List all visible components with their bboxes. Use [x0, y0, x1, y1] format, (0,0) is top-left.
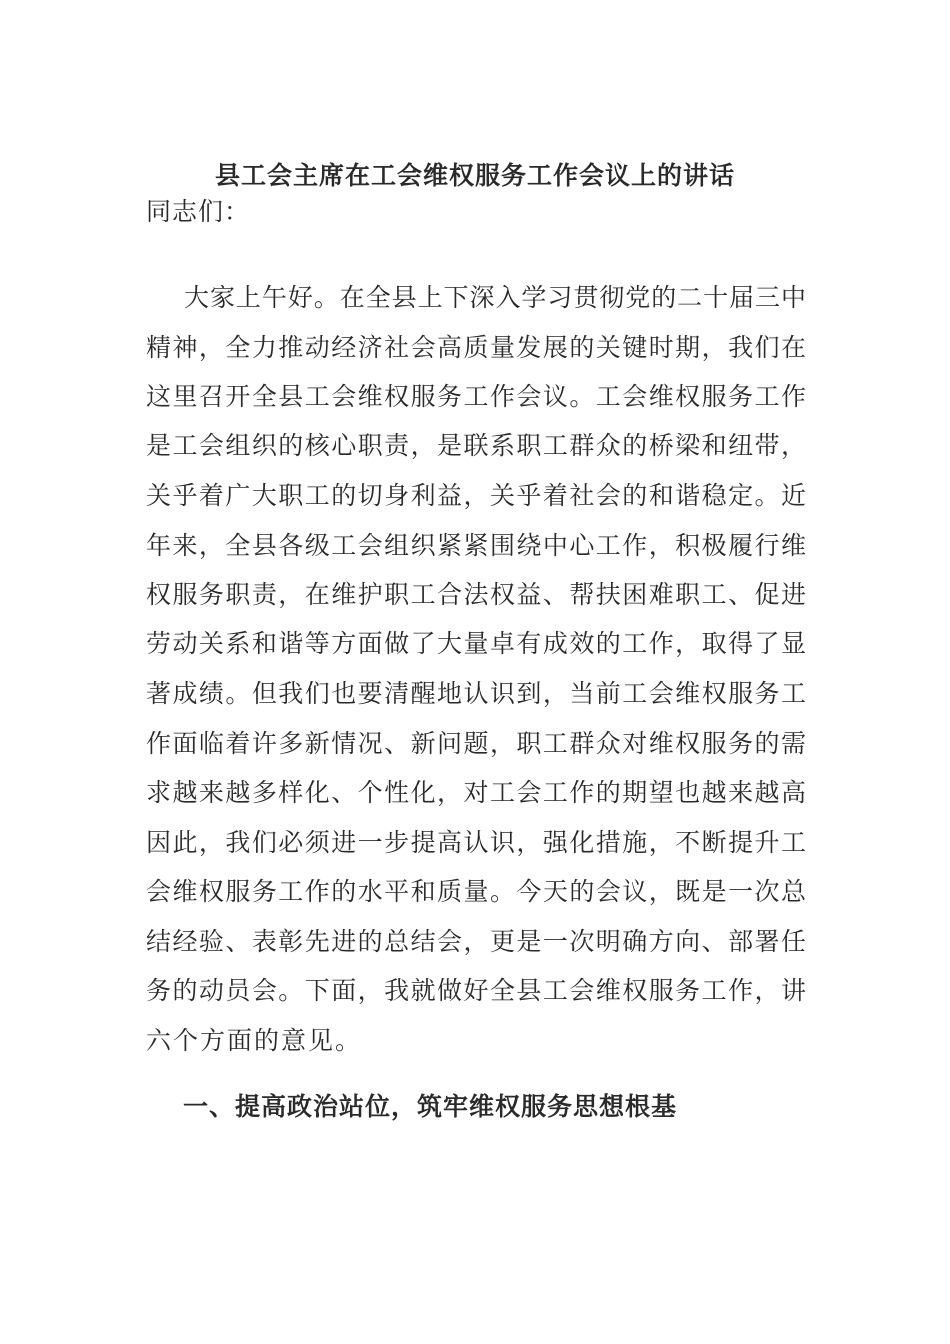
- paragraph-line: 著成绩。但我们也要清醒地认识到，当前工会维权服务工: [146, 679, 806, 708]
- paragraph-line: 是工会组织的核心职责，是联系职工群众的桥梁和纽带，: [146, 431, 806, 460]
- paragraph-line: 权服务职责，在维护职工合法权益、帮扶困难职工、促进: [146, 580, 806, 609]
- paragraph-line: 会维权服务工作的水平和质量。今天的会议，既是一次总: [146, 877, 806, 906]
- paragraph-line: 精神，全力推动经济社会高质量发展的关键时期，我们在: [146, 333, 806, 362]
- paragraph-line: 作面临着许多新情况、新问题，职工群众对维权服务的需: [146, 729, 806, 758]
- paragraph-line: 六个方面的意见。: [146, 1026, 363, 1055]
- paragraph-line: 这里召开全县工会维权服务工作会议。工会维权服务工作: [146, 382, 806, 411]
- section-heading: 一、提高政治站位，筑牢维权服务思想根基: [183, 1092, 678, 1121]
- paragraph-line: 因此，我们必须进一步提高认识，强化措施，不断提升工: [146, 828, 806, 857]
- paragraph-line: 关乎着广大职工的切身利益，关乎着社会的和谐稳定。近: [146, 481, 806, 510]
- paragraph-line: 大家上午好。在全县上下深入学习贯彻党的二十届三中: [184, 283, 806, 312]
- document-title: 县工会主席在工会维权服务工作会议上的讲话: [214, 161, 735, 190]
- paragraph-line: 劳动关系和谐等方面做了大量卓有成效的工作，取得了显: [146, 629, 806, 658]
- salutation: 同志们：: [146, 197, 251, 226]
- paragraph-line: 年来，全县各级工会组织紧紧围绕中心工作，积极履行维: [146, 531, 806, 560]
- paragraph-line: 结经验、表彰先进的总结会，更是一次明确方向、部署任: [146, 927, 806, 956]
- paragraph-line: 务的动员会。下面，我就做好全县工会维权服务工作，讲: [146, 976, 806, 1005]
- paragraph-line: 求越来越多样化、个性化，对工会工作的期望也越来越高: [146, 778, 806, 807]
